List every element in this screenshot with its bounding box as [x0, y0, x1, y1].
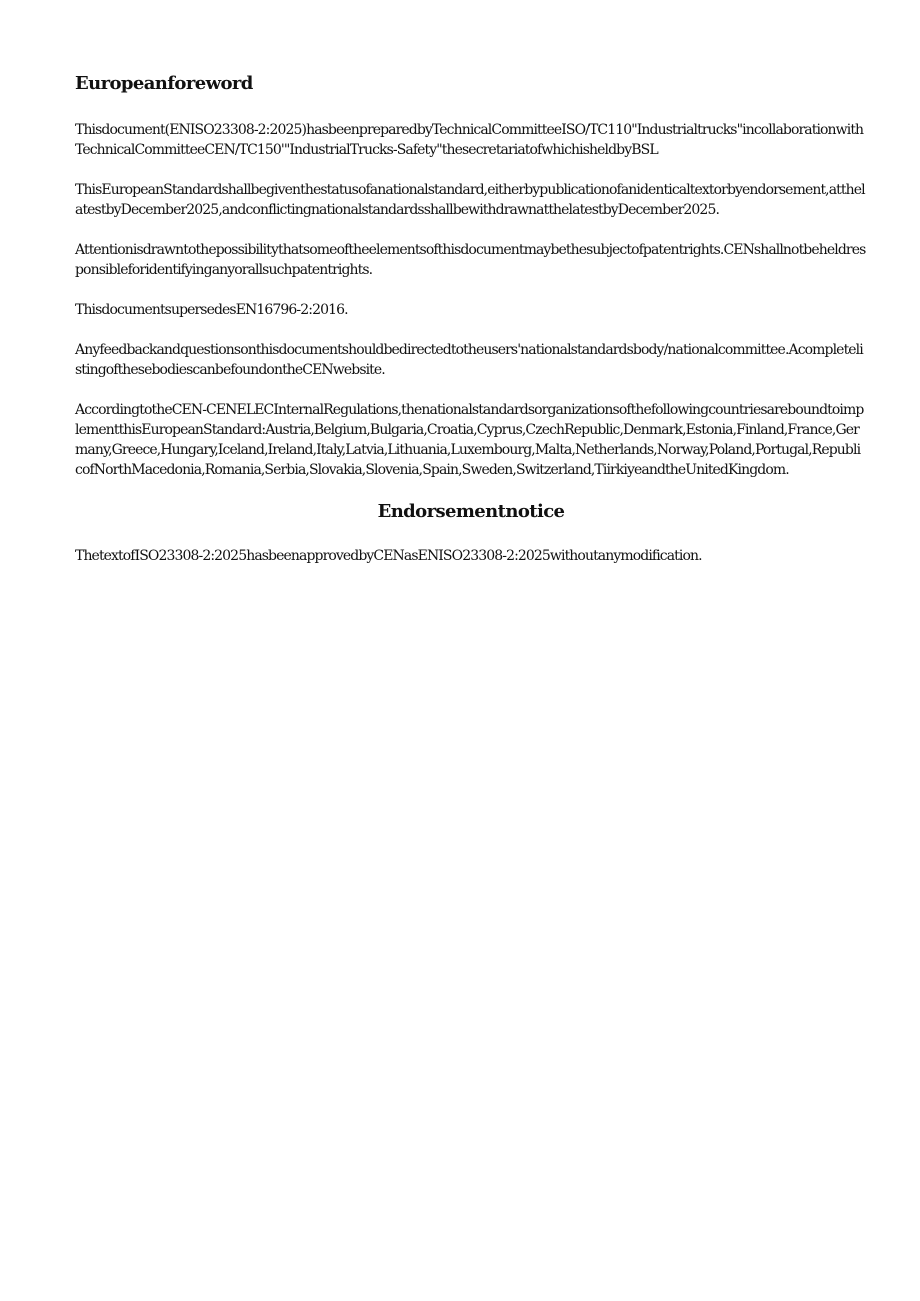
foreword-paragraph-patent-rights: Attentionisdrawntothepossibilitythatsomeoftheelementsofthisdocumentmaybethesubjectofpatentrights.CENshallnotbeheldresponsibleforidentifyinganyorallsuchpatentrights.	[75, 242, 866, 278]
endorsement-text: ThetextofISO23308-2:2025hasbeenapprovedbyCENasENISO23308-2:2025withoutanymodification.	[75, 548, 702, 564]
foreword-paragraph-countries: AccordingtotheCEN-CENELECInternalRegulations,thenationalstandardsorganizationsofthefollowingcountriesareboundtoimplementthisEuropeanStandard:Austria,Belgium,Bulgaria,Croatia,Cyprus,CzechRepublic,Denmark,Estonia,Finland,France,Germany,Greece,Hungary,Iceland,Ireland,Italy,Latvia,Lithuania,Luxembourg,Malta,Netherlands,Norway,Poland,Portugal,RepublicofNorthMacedonia,Romania,Serbia,Slovakia,Slovenia,Spain,Sweden,Switzerland,TiirkiyeandtheUnitedKingdom.	[75, 402, 864, 478]
foreword-paragraph-status: ThisEuropeanStandardshallbegiventhestatusofanationalstandard,eitherbypublicationofanidenticaltextorbyendorsement,atthelatestbyDecember2025,andconflictingnationalstandardsshallbewithdrawnatthelatestbyDecember2025.	[75, 182, 865, 218]
foreword-title: Europeanforeword	[75, 73, 253, 94]
foreword-paragraph-prepared-by: Thisdocument(ENISO23308-2:2025)hasbeenpreparedbyTechnicalCommitteeISO/TC110"Industrialtrucks"incollaborationwithTechnicalCommitteeCEN/TC150'"IndustrialTrucks-Safety"thesecretariatofwhichisheldbyBSL	[75, 122, 864, 158]
endorsement-title: Endorsementnotice	[377, 501, 565, 522]
foreword-paragraph-feedback: Anyfeedbackandquestionsonthisdocumentshouldbedirectedtotheusers'nationalstandardsbody/nationalcommittee.AcompletelistingofthesebodiescanbefoundontheCENwebsite.	[75, 342, 863, 378]
foreword-paragraph-supersedes: ThisdocumentsupersedesEN16796-2:2016.	[75, 302, 348, 318]
page-content	[75, 72, 867, 586]
